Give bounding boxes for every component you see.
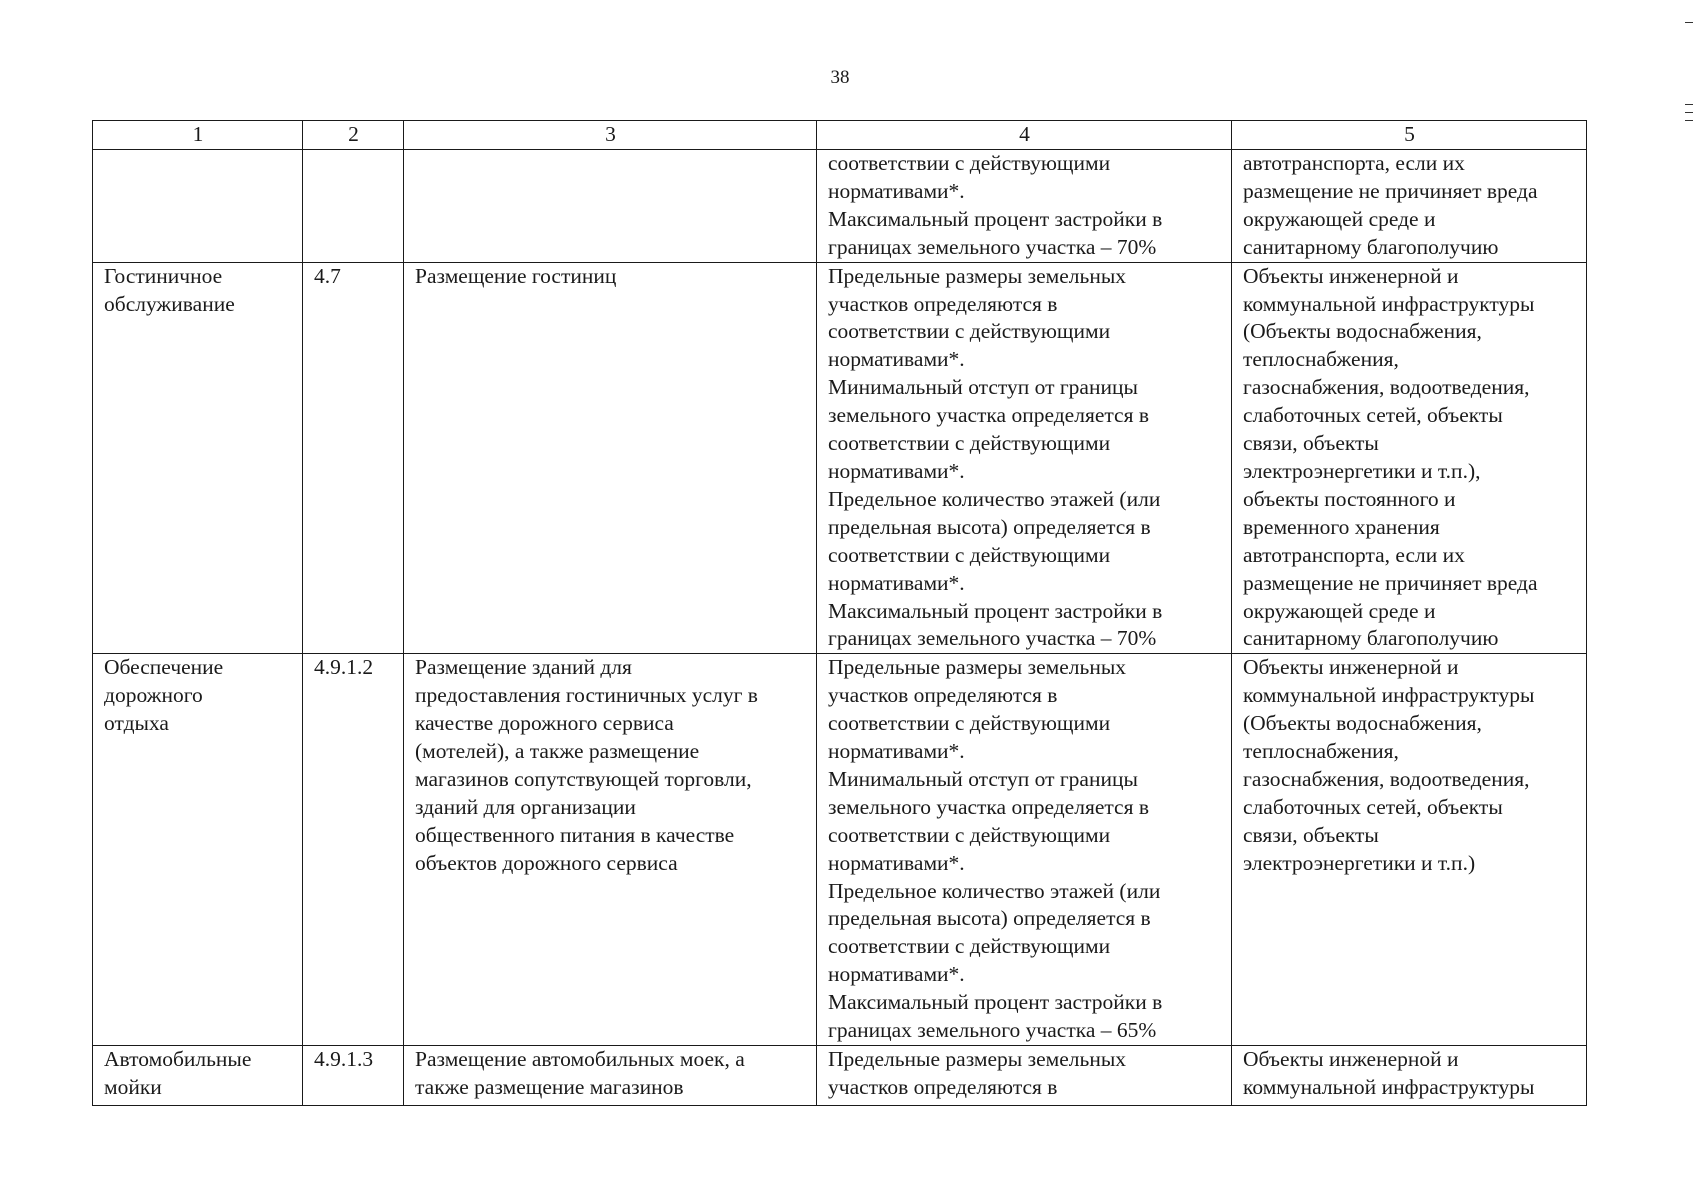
cell-line: окружающей среде и [1243, 206, 1436, 231]
cell-description [404, 262, 817, 654]
cell-line: Минимальный отступ от границы [828, 766, 1138, 791]
page-number: 38 [830, 67, 850, 88]
cell-line: Минимальный отступ от границы [828, 375, 1138, 400]
cell-line: Предельное количество этажей (или [828, 486, 1161, 511]
cell-line: соответствии с действующими [828, 934, 1111, 959]
cell-line: границах земельного участка – 70% [828, 626, 1157, 651]
margin-mark [1685, 104, 1693, 105]
cell-line: Автомобильные [104, 1047, 252, 1071]
cell-line: Обеспечение [104, 655, 224, 680]
cell-line: нормативами*. [828, 850, 965, 875]
margin-mark [1685, 22, 1693, 23]
cell-line: нормативами*. [828, 178, 965, 203]
column-header: 2 [303, 121, 404, 150]
cell-use-type [93, 654, 303, 1046]
cell-line: качестве дорожного сервиса [415, 711, 674, 736]
column-header: 4 [817, 121, 1232, 150]
cell-description [404, 150, 817, 263]
cell-line: Предельные размеры земельных [828, 655, 1127, 680]
cell-code [303, 1046, 404, 1106]
cell-line: связи, объекты [1243, 431, 1379, 456]
cell-line: газоснабжения, водоотведения, [1243, 766, 1530, 791]
cell-parameters [817, 654, 1232, 1046]
cell-line: коммунальной инфраструктуры [1243, 683, 1535, 708]
cell-line: общественного питания в качестве [415, 822, 735, 847]
cell-line: (мотелей), а также размещение [415, 739, 700, 764]
cell-line: электроэнергетики и т.п.) [1243, 850, 1476, 875]
table-row [93, 150, 1587, 263]
cell-line: Предельные размеры земельных [828, 1047, 1127, 1071]
cell-line: 4.7 [314, 263, 341, 288]
cell-parameters [817, 262, 1232, 654]
column-header: 5 [1232, 121, 1587, 150]
cell-line: Объекты инженерной и [1243, 1047, 1459, 1071]
cell-line: слаботочных сетей, объекты [1243, 794, 1503, 819]
cell-line: соответствии с действующими [828, 319, 1111, 344]
cell-line: участков определяются в [828, 683, 1058, 708]
cell-line: автотранспорта, если их [1243, 151, 1465, 175]
cell-line: Максимальный процент застройки в [828, 990, 1163, 1015]
cell-code [303, 654, 404, 1046]
column-header: 1 [93, 121, 303, 150]
cell-line: Объекты инженерной и [1243, 263, 1459, 288]
header-row [93, 121, 1587, 150]
cell-line: дорожного [104, 683, 203, 708]
cell-auxiliary [1232, 654, 1587, 1046]
cell-parameters [817, 1046, 1232, 1106]
land-use-table [92, 120, 1587, 1106]
cell-line: Максимальный процент застройки в [828, 598, 1163, 623]
cell-line: Предельные размеры земельных [828, 263, 1127, 288]
cell-line: земельного участка определяется в [828, 403, 1149, 428]
cell-line: предоставления гостиничных услуг в [415, 683, 758, 708]
table-row [93, 1046, 1587, 1106]
cell-line: участков определяются в [828, 291, 1058, 316]
cell-line: Размещение зданий для [415, 655, 632, 680]
cell-line: электроэнергетики и т.п.), [1243, 458, 1481, 483]
cell-line: Гостиничное [104, 263, 223, 288]
cell-line: границах земельного участка – 70% [828, 234, 1157, 259]
cell-line: теплоснабжения, [1243, 347, 1399, 372]
cell-line: коммунальной инфраструктуры [1243, 291, 1535, 316]
cell-use-type [93, 1046, 303, 1106]
cell-code [303, 262, 404, 654]
cell-line: предельная высота) определяется в [828, 906, 1151, 931]
margin-mark [1685, 112, 1693, 113]
cell-line: санитарному благополучию [1243, 626, 1499, 651]
cell-line: нормативами*. [828, 962, 965, 987]
cell-line: Размещение автомобильных моек, а [415, 1047, 745, 1071]
cell-line: Размещение гостиниц [415, 263, 617, 288]
cell-line: 4.9.1.2 [314, 655, 374, 680]
cell-line: объекты постоянного и [1243, 486, 1456, 511]
cell-line: коммунальной инфраструктуры [1243, 1074, 1535, 1099]
cell-line: временного хранения [1243, 514, 1440, 539]
cell-line: слаботочных сетей, объекты [1243, 403, 1503, 428]
cell-description [404, 1046, 817, 1106]
cell-line: связи, объекты [1243, 822, 1379, 847]
table-row [93, 654, 1587, 1046]
cell-line: магазинов сопутствующей торговли, [415, 766, 752, 791]
table-row [93, 262, 1587, 654]
cell-line: мойки [104, 1074, 162, 1099]
cell-description [404, 654, 817, 1046]
cell-auxiliary [1232, 150, 1587, 263]
cell-line: автотранспорта, если их [1243, 542, 1465, 567]
cell-use-type [93, 150, 303, 263]
cell-line: земельного участка определяется в [828, 794, 1149, 819]
cell-line: объектов дорожного сервиса [415, 850, 678, 875]
cell-line: участков определяются в [828, 1074, 1058, 1099]
cell-line: обслуживание [104, 291, 235, 316]
cell-line: (Объекты водоснабжения, [1243, 711, 1482, 736]
cell-line: также размещение магазинов [415, 1074, 684, 1099]
cell-line: санитарному благополучию [1243, 234, 1499, 259]
cell-line: соответствии с действующими [828, 822, 1111, 847]
cell-line: соответствии с действующими [828, 711, 1111, 736]
cell-auxiliary [1232, 1046, 1587, 1106]
margin-mark [1685, 120, 1693, 121]
cell-line: нормативами*. [828, 347, 965, 372]
cell-line: соответствии с действующими [828, 151, 1111, 175]
cell-line: нормативами*. [828, 570, 965, 595]
cell-line: нормативами*. [828, 458, 965, 483]
cell-line: 4.9.1.3 [314, 1047, 374, 1071]
cell-line: границах земельного участка – 65% [828, 1018, 1157, 1043]
cell-line: газоснабжения, водоотведения, [1243, 375, 1530, 400]
cell-use-type [93, 262, 303, 654]
cell-line: размещение не причиняет вреда [1243, 178, 1538, 203]
cell-line: нормативами*. [828, 739, 965, 764]
cell-parameters [817, 150, 1232, 263]
cell-line: размещение не причиняет вреда [1243, 570, 1538, 595]
cell-line: зданий для организации [415, 794, 636, 819]
cell-line: соответствии с действующими [828, 542, 1111, 567]
cell-code [303, 150, 404, 263]
cell-auxiliary [1232, 262, 1587, 654]
column-header: 3 [404, 121, 817, 150]
cell-line: (Объекты водоснабжения, [1243, 319, 1482, 344]
cell-line: Предельное количество этажей (или [828, 878, 1161, 903]
cell-line: предельная высота) определяется в [828, 514, 1151, 539]
cell-line: соответствии с действующими [828, 431, 1111, 456]
cell-line: окружающей среде и [1243, 598, 1436, 623]
cell-line: Максимальный процент застройки в [828, 206, 1163, 231]
cell-line: теплоснабжения, [1243, 739, 1399, 764]
cell-line: Объекты инженерной и [1243, 655, 1459, 680]
table-body [93, 150, 1587, 1106]
cell-line: отдыха [104, 711, 169, 736]
